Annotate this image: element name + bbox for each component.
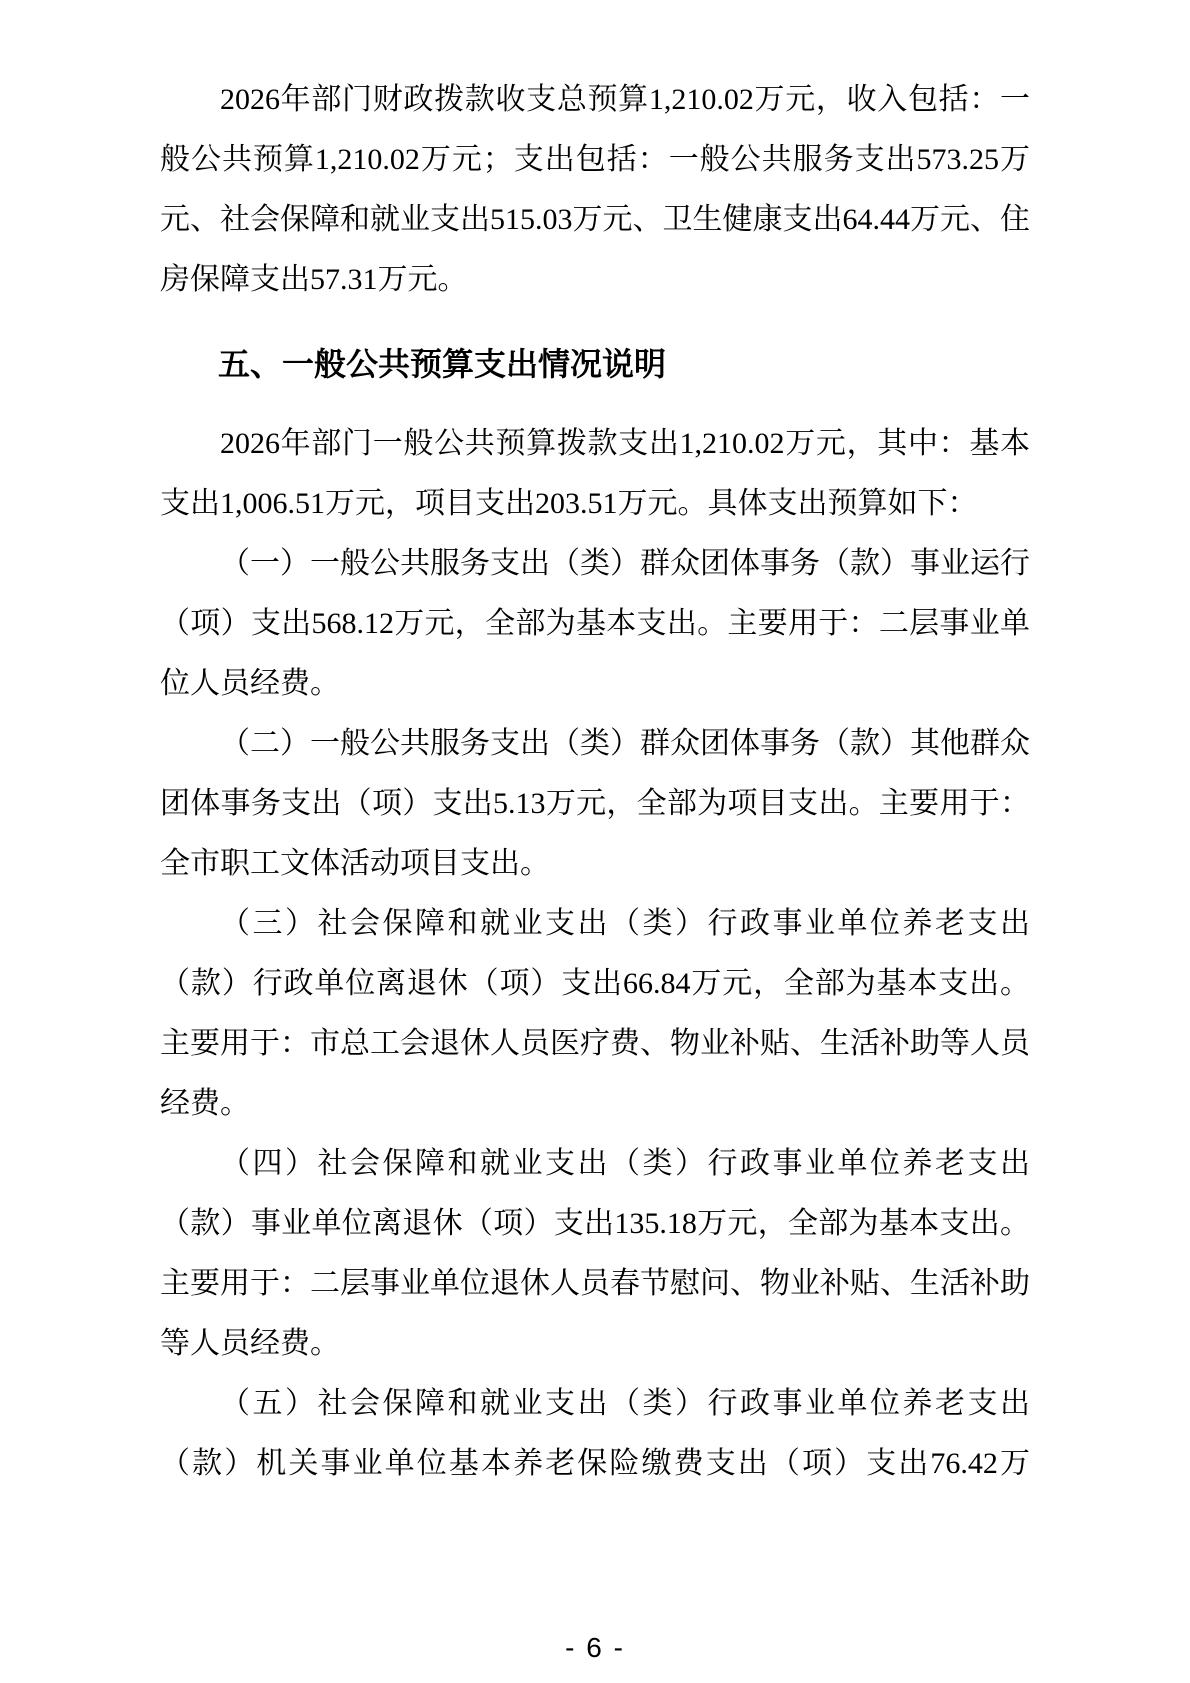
- page-footer: [0, 1628, 1190, 1668]
- expenditure-item-4: （四）社会保障和就业支出（类）行政事业单位养老支出（款）事业单位离退休（项）支出135.18万元，全部为基本支出。主要用于：二层事业单位退休人员春节慰问、物业补贴、生活补助等人员经费。: [160, 1147, 1030, 1360]
- section-heading-general-public-budget: 五、一般公共预算支出情况说明: [218, 346, 667, 382]
- document-body: [160, 70, 1030, 1494]
- para-fiscal-allocation-summary: 2026年部门财政拨款收支总预算1,210.02万元，收入包括：一般公共预算1,210.02万元；支出包括：一般公共服务支出573.25万元、社会保障和就业支出515.03万元、卫生健康支出64.44万元、住房保障支出57.31万元。: [160, 83, 1030, 296]
- expenditure-item-5-partial: （五）社会保障和就业支出（类）行政事业单位养老支出（款）机关事业单位基本养老保险缴费支出（项）支出76.42万: [160, 1387, 1030, 1480]
- page-number: - 6 -: [565, 1632, 625, 1663]
- expenditure-item-3: （三）社会保障和就业支出（类）行政事业单位养老支出（款）行政单位离退休（项）支出66.84万元，全部为基本支出。主要用于：市总工会退休人员医疗费、物业补贴、生活补助等人员经费。: [160, 907, 1030, 1120]
- expenditure-item-1: （一）一般公共服务支出（类）群众团体事务（款）事业运行（项）支出568.12万元，全部为基本支出。主要用于：二层事业单位人员经费。: [160, 547, 1030, 700]
- para-budget-expenditure-summary: 2026年部门一般公共预算拨款支出1,210.02万元，其中：基本支出1,006.51万元，项目支出203.51万元。具体支出预算如下：: [160, 427, 1030, 520]
- expenditure-item-2: （二）一般公共服务支出（类）群众团体事务（款）其他群众团体事务支出（项）支出5.13万元，全部为项目支出。主要用于：全市职工文体活动项目支出。: [160, 727, 1030, 880]
